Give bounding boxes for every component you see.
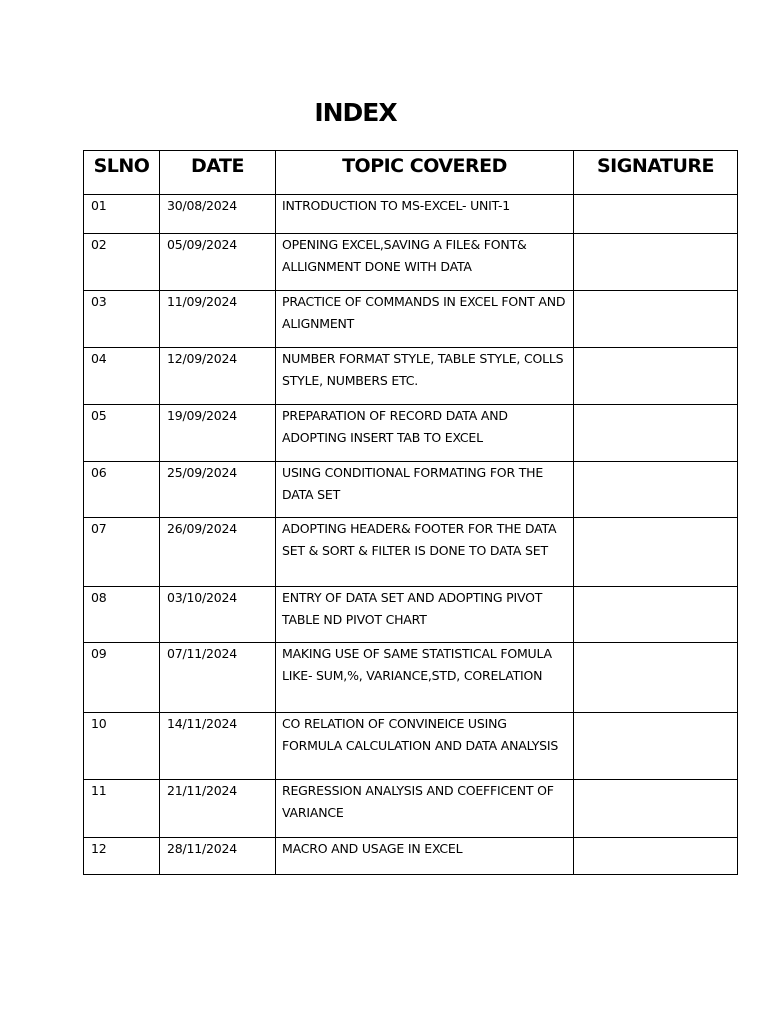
date-cell: 19/09/2024 bbox=[160, 405, 276, 462]
signature-cell bbox=[574, 643, 738, 713]
slno-cell: 10 bbox=[84, 713, 160, 780]
header-date: DATE bbox=[160, 151, 276, 195]
topic-cell: MACRO AND USAGE IN EXCEL bbox=[276, 838, 574, 875]
header-topic: TOPIC COVERED bbox=[276, 151, 574, 195]
table-row bbox=[84, 780, 738, 838]
signature-cell bbox=[574, 780, 738, 838]
date-cell: 11/09/2024 bbox=[160, 291, 276, 348]
signature-cell bbox=[574, 348, 738, 405]
table-row bbox=[84, 838, 738, 875]
header-signature: SIGNATURE bbox=[574, 151, 738, 195]
date-cell: 05/09/2024 bbox=[160, 234, 276, 291]
signature-cell bbox=[574, 291, 738, 348]
table-row bbox=[84, 462, 738, 518]
topic-cell: MAKING USE OF SAME STATISTICAL FOMULA LIKE- SUM,%, VARIANCE,STD, CORELATION bbox=[276, 643, 574, 713]
date-cell: 03/10/2024 bbox=[160, 587, 276, 643]
signature-cell bbox=[574, 713, 738, 780]
date-cell: 25/09/2024 bbox=[160, 462, 276, 518]
slno-cell: 08 bbox=[84, 587, 160, 643]
table-row bbox=[84, 713, 738, 780]
signature-cell bbox=[574, 405, 738, 462]
topic-cell: USING CONDITIONAL FORMATING FOR THE DATA SET bbox=[276, 462, 574, 518]
table-row bbox=[84, 405, 738, 462]
signature-cell bbox=[574, 838, 738, 875]
slno-cell: 07 bbox=[84, 518, 160, 587]
topic-cell: ADOPTING HEADER& FOOTER FOR THE DATA SET & SORT & FILTER IS DONE TO DATA SET bbox=[276, 518, 574, 587]
slno-cell: 11 bbox=[84, 780, 160, 838]
signature-cell bbox=[574, 587, 738, 643]
table-row bbox=[84, 291, 738, 348]
table-row bbox=[84, 587, 738, 643]
slno-cell: 12 bbox=[84, 838, 160, 875]
topic-cell: NUMBER FORMAT STYLE, TABLE STYLE, COLLS STYLE, NUMBERS ETC. bbox=[276, 348, 574, 405]
date-cell: 07/11/2024 bbox=[160, 643, 276, 713]
topic-cell: INTRODUCTION TO MS-EXCEL- UNIT-1 bbox=[276, 195, 574, 234]
signature-cell bbox=[574, 234, 738, 291]
slno-cell: 04 bbox=[84, 348, 160, 405]
header-slno: SLNO bbox=[84, 151, 160, 195]
index-table bbox=[83, 150, 738, 875]
date-cell: 14/11/2024 bbox=[160, 713, 276, 780]
slno-cell: 03 bbox=[84, 291, 160, 348]
table-header-row bbox=[84, 151, 738, 195]
date-cell: 26/09/2024 bbox=[160, 518, 276, 587]
slno-cell: 09 bbox=[84, 643, 160, 713]
slno-cell: 05 bbox=[84, 405, 160, 462]
topic-cell: ENTRY OF DATA SET AND ADOPTING PIVOT TABLE ND PIVOT CHART bbox=[276, 587, 574, 643]
signature-cell bbox=[574, 462, 738, 518]
table-row bbox=[84, 643, 738, 713]
signature-cell bbox=[574, 518, 738, 587]
date-cell: 30/08/2024 bbox=[160, 195, 276, 234]
topic-cell: OPENING EXCEL,SAVING A FILE& FONT& ALLIGNMENT DONE WITH DATA bbox=[276, 234, 574, 291]
topic-cell: CO RELATION OF CONVINEICE USING FORMULA CALCULATION AND DATA ANALYSIS bbox=[276, 713, 574, 780]
table-row bbox=[84, 348, 738, 405]
table-row bbox=[84, 518, 738, 587]
topic-cell: PRACTICE OF COMMANDS IN EXCEL FONT AND ALIGNMENT bbox=[276, 291, 574, 348]
topic-cell: PREPARATION OF RECORD DATA AND ADOPTING INSERT TAB TO EXCEL bbox=[276, 405, 574, 462]
table-row bbox=[84, 195, 738, 234]
page-title: INDEX bbox=[314, 98, 397, 127]
signature-cell bbox=[574, 195, 738, 234]
date-cell: 12/09/2024 bbox=[160, 348, 276, 405]
slno-cell: 06 bbox=[84, 462, 160, 518]
slno-cell: 02 bbox=[84, 234, 160, 291]
slno-cell: 01 bbox=[84, 195, 160, 234]
date-cell: 21/11/2024 bbox=[160, 780, 276, 838]
table-row bbox=[84, 234, 738, 291]
date-cell: 28/11/2024 bbox=[160, 838, 276, 875]
topic-cell: REGRESSION ANALYSIS AND COEFFICENT OF VARIANCE bbox=[276, 780, 574, 838]
